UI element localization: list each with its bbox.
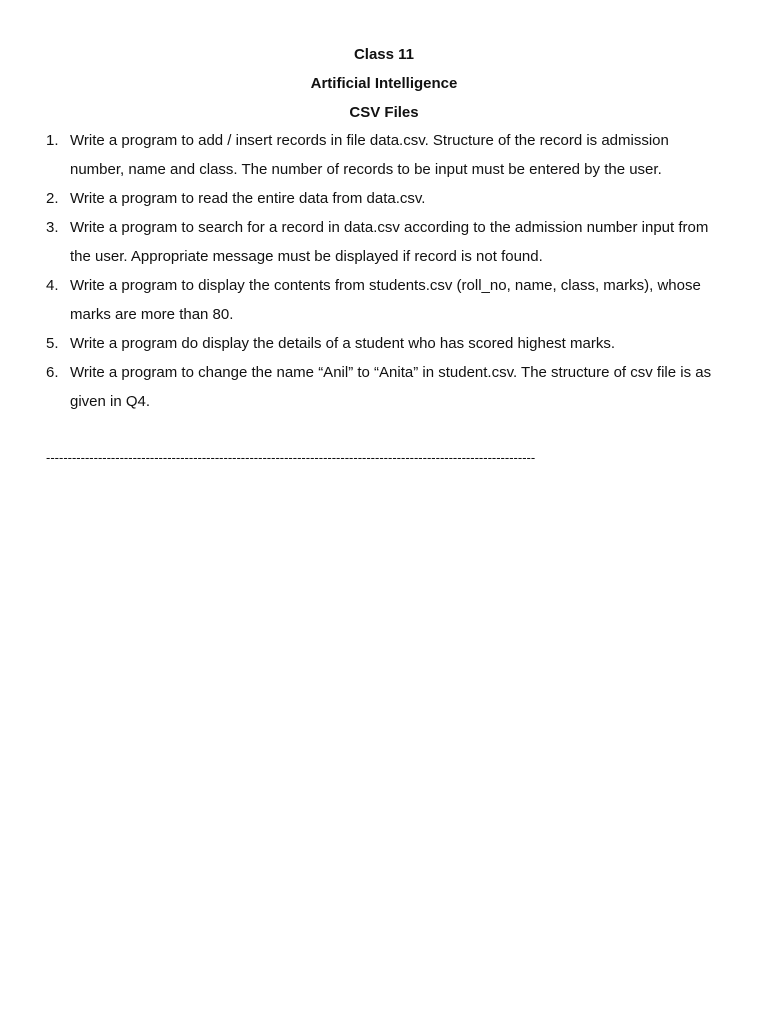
question-number: 2. bbox=[46, 190, 59, 207]
question-text: Write a program to change the name “Anil” to “Anita” in student.csv. The structure of csv file is as given in Q4. bbox=[70, 364, 712, 410]
question-number: 5. bbox=[46, 335, 59, 352]
document-header bbox=[0, 40, 768, 127]
dashed-divider: ----------------------------------------------------------------------------------------------------------------- bbox=[46, 450, 536, 465]
question-number: 3. bbox=[46, 219, 59, 236]
question-item bbox=[46, 126, 726, 184]
question-text: Write a program to search for a record in data.csv according to the admission number input from the user. Appropriate message must be displayed if record is not found. bbox=[70, 219, 709, 265]
question-item bbox=[46, 329, 726, 358]
topic-heading: CSV Files bbox=[349, 104, 419, 121]
subject-heading: Artificial Intelligence bbox=[310, 75, 458, 92]
question-list bbox=[46, 126, 726, 416]
question-text: Write a program to add / insert records in file data.csv. Structure of the record is admission number, name and class. The number of records to be input must be entered by the user. bbox=[70, 132, 669, 178]
question-number: 6. bbox=[46, 364, 59, 381]
question-item bbox=[46, 271, 726, 329]
question-text: Write a program do display the details of a student who has scored highest marks. bbox=[70, 335, 616, 352]
question-item bbox=[46, 358, 726, 416]
question-text: Write a program to display the contents from students.csv (roll_no, name, class, marks), whose marks are more than 80. bbox=[70, 277, 701, 323]
question-number: 1. bbox=[46, 132, 59, 149]
question-item bbox=[46, 213, 726, 271]
class-heading: Class 11 bbox=[353, 46, 415, 63]
question-item bbox=[46, 184, 726, 213]
question-text: Write a program to read the entire data from data.csv. bbox=[70, 190, 426, 207]
question-number: 4. bbox=[46, 277, 59, 294]
